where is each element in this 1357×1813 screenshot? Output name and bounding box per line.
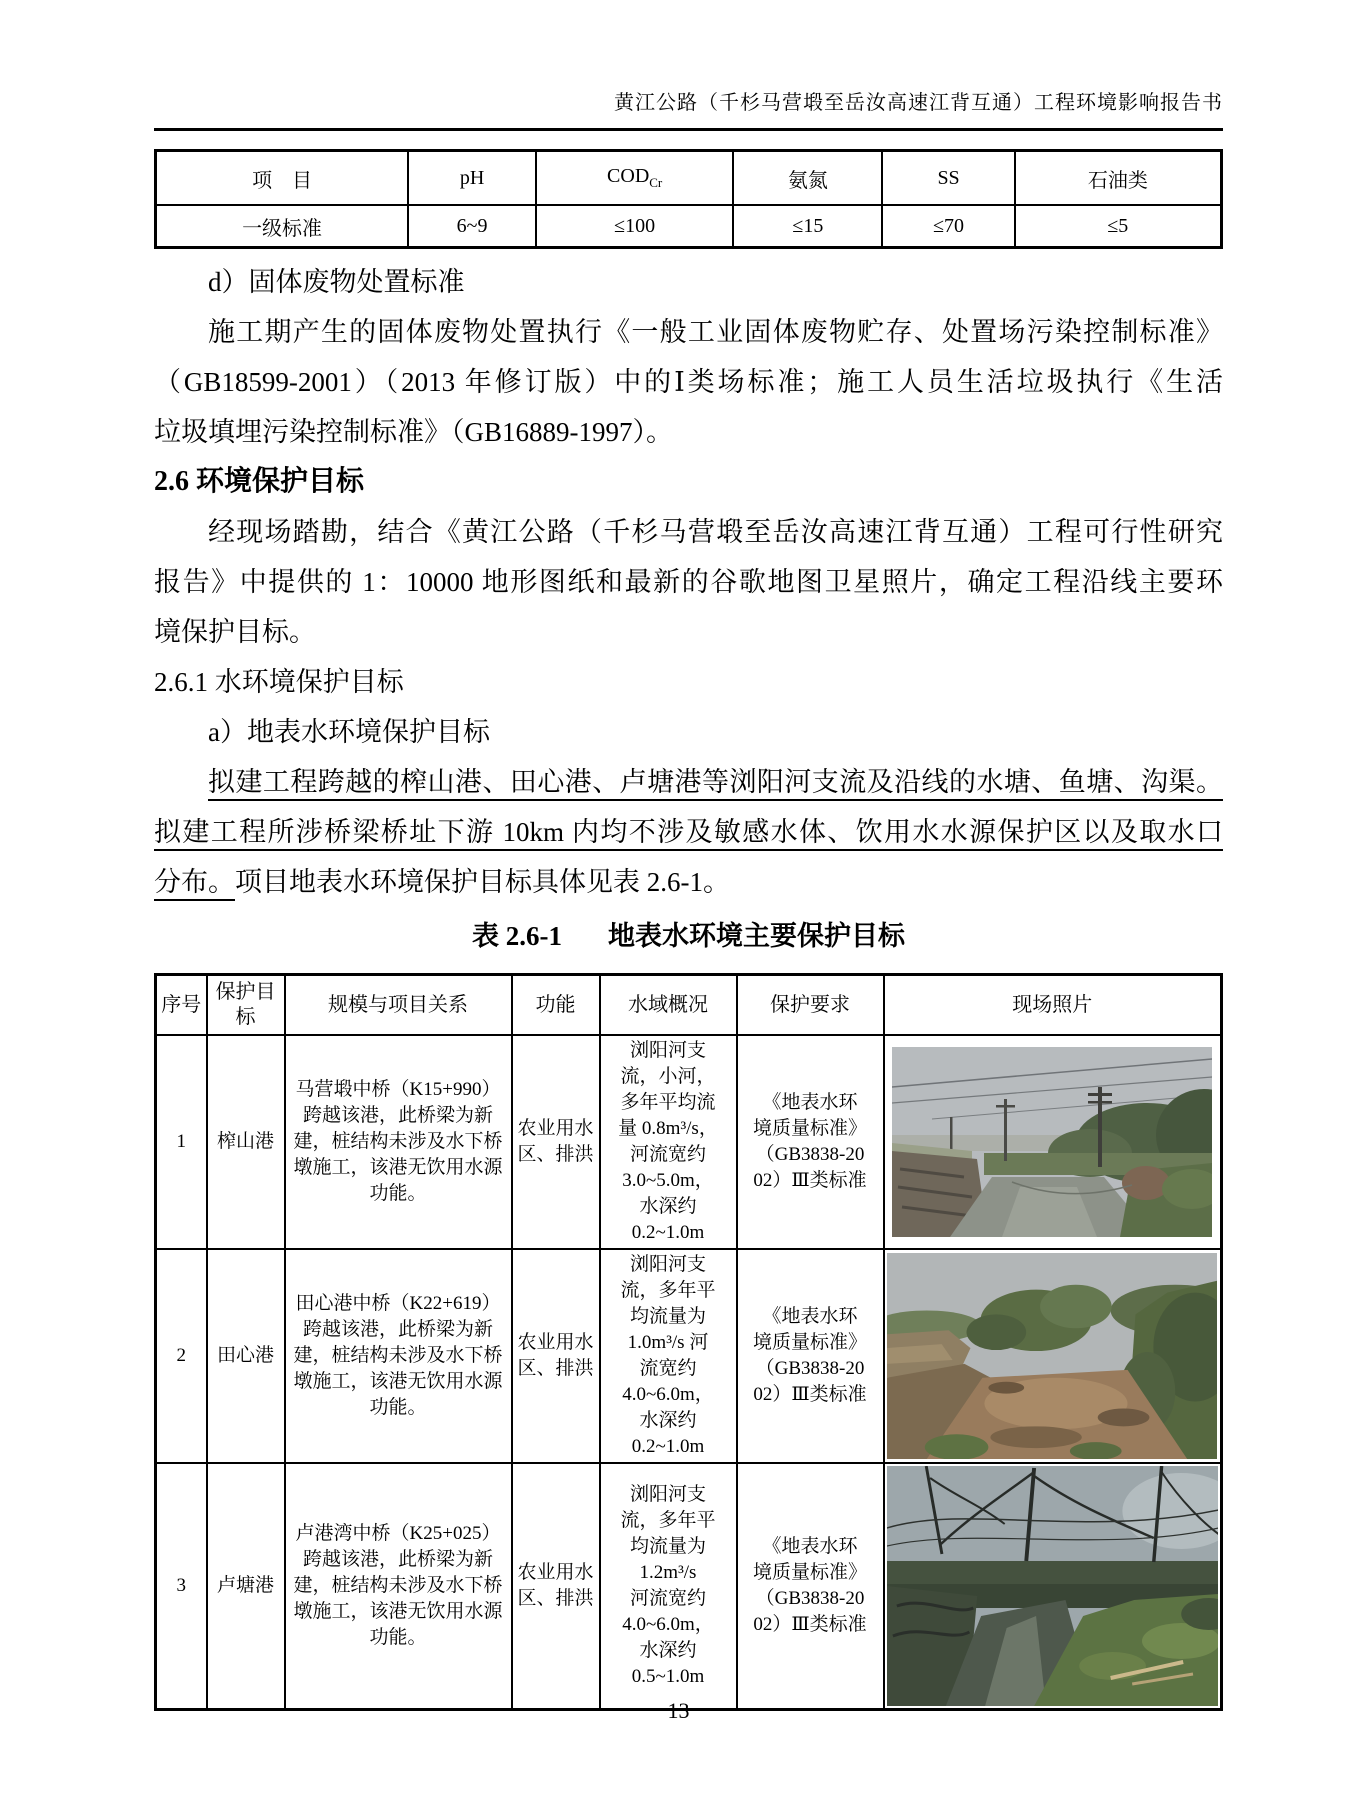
underlined-line: 拟建工程所涉桥梁桥址下游 10km 内均不涉及敏感水体、饮用水水源保护区以及取水口 bbox=[154, 817, 1223, 847]
table-header-row bbox=[156, 975, 1222, 1036]
paragraph-line: 报告》中提供的 1：10000 地形图纸和最新的谷歌地图卫星照片，确定工程沿线主要环 bbox=[154, 567, 1223, 597]
col-header-ss: SS bbox=[882, 151, 1014, 206]
overview-line: 4.0~6.0m， bbox=[622, 1384, 714, 1405]
paragraph-line: 施工期产生的固体废物处置执行《一般工业固体废物贮存、处置场污染控制标准》 bbox=[208, 317, 1223, 347]
cell-relation: 田心港中桥（K22+619）跨越该港，此桥梁为新建，桩结构未涉及水下桥墩施工，该港无饮用水源功能。 bbox=[285, 1249, 512, 1463]
cell-no: 2 bbox=[156, 1249, 207, 1463]
requirement-line: 《地表水环 bbox=[762, 1536, 858, 1557]
col-header-photo: 现场照片 bbox=[884, 975, 1222, 1036]
overview-line: 水深约 bbox=[639, 1196, 697, 1217]
col-header-ammonia: 氨氮 bbox=[733, 151, 882, 206]
cell-requirement bbox=[737, 1249, 884, 1463]
overview-line: 4.0~6.0m， bbox=[622, 1614, 714, 1635]
requirement-line: 02）Ⅲ类标准 bbox=[753, 1170, 867, 1191]
cell-function: 农业用水区、排洪 bbox=[512, 1249, 600, 1463]
col-header-overview: 水域概况 bbox=[600, 975, 737, 1036]
requirement-line: 《地表水环 bbox=[762, 1092, 858, 1113]
standards-table bbox=[154, 149, 1223, 249]
cell-overview bbox=[600, 1035, 737, 1249]
overview-line: 均流量为 bbox=[629, 1306, 706, 1327]
requirement-line: （GB3838-20 bbox=[755, 1588, 865, 1609]
caption-title: 地表水环境主要保护目标 bbox=[608, 921, 905, 951]
overview-line: 浏阳河支 bbox=[629, 1040, 706, 1061]
value-oil: ≤5 bbox=[1015, 205, 1222, 248]
overview-line: 流，多年平 bbox=[620, 1510, 716, 1531]
cell-requirement bbox=[737, 1463, 884, 1710]
cell-photo bbox=[884, 1035, 1222, 1249]
document-header-title: 黄江公路（千杉马营塅至岳汝高速江背互通）工程环境影响报告书 bbox=[614, 92, 1223, 114]
cell-overview bbox=[600, 1249, 737, 1463]
col-header-no: 序号 bbox=[156, 975, 207, 1036]
site-photo-2 bbox=[887, 1253, 1217, 1459]
cell-relation: 马营塅中桥（K15+990）跨越该港，此桥梁为新建，桩结构未涉及水下桥墩施工，该港无饮用水源功能。 bbox=[285, 1035, 512, 1249]
requirement-line: 境质量标准》 bbox=[752, 1118, 867, 1139]
page-number: 13 bbox=[667, 1698, 690, 1723]
col-header-cod bbox=[536, 151, 733, 206]
underlined-fragment: 分布。 bbox=[154, 867, 235, 897]
overview-line: 水深约 bbox=[639, 1640, 697, 1661]
heading-a-surface-water: a）地表水环境保护目标 bbox=[208, 717, 490, 747]
row-label: 一级标准 bbox=[156, 205, 409, 248]
standards-header-row bbox=[156, 151, 1222, 206]
overview-line: 水深约 bbox=[639, 1410, 697, 1431]
requirement-line: （GB3838-20 bbox=[755, 1144, 865, 1165]
value-ammonia: ≤15 bbox=[733, 205, 882, 248]
value-cod: ≤100 bbox=[536, 205, 733, 248]
underlined-line: 拟建工程跨越的榨山港、田心港、卢塘港等浏阳河支流及沿线的水塘、鱼塘、沟渠。 bbox=[208, 767, 1223, 797]
heading-2-6-1: 2.6.1 水环境保护目标 bbox=[154, 667, 404, 697]
value-ph: 6~9 bbox=[408, 205, 536, 248]
cell-function: 农业用水区、排洪 bbox=[512, 1035, 600, 1249]
overview-line: 流，多年平 bbox=[620, 1280, 716, 1301]
overview-line: 流，小河， bbox=[620, 1066, 716, 1087]
requirement-line: 境质量标准》 bbox=[752, 1332, 867, 1353]
table-row bbox=[156, 1035, 1222, 1249]
overview-line: 河流宽约 bbox=[629, 1144, 706, 1165]
overview-line: 0.2~1.0m bbox=[631, 1436, 705, 1457]
overview-line: 多年平均流 bbox=[620, 1092, 716, 1113]
plain-fragment: 项目地表水环境保护目标具体见表 2.6-1。 bbox=[235, 867, 730, 897]
cell-photo bbox=[884, 1463, 1222, 1710]
col-header-oil: 石油类 bbox=[1015, 151, 1222, 206]
site-photo-1 bbox=[892, 1047, 1212, 1237]
cell-no: 3 bbox=[156, 1463, 207, 1710]
overview-line: 河流宽约 bbox=[629, 1588, 706, 1609]
heading-d-solid-waste: d）固体废物处置标准 bbox=[208, 267, 465, 297]
overview-line: 浏阳河支 bbox=[629, 1484, 706, 1505]
requirement-line: 02）Ⅲ类标准 bbox=[753, 1614, 867, 1635]
requirement-line: （GB3838-20 bbox=[755, 1358, 865, 1379]
table-2-6-1-caption bbox=[154, 911, 1223, 961]
header-rule bbox=[154, 128, 1223, 131]
cell-target: 田心港 bbox=[207, 1249, 285, 1463]
overview-line: 均流量为 bbox=[629, 1536, 706, 1557]
cell-overview bbox=[600, 1463, 737, 1710]
overview-line: 0.2~1.0m bbox=[631, 1222, 705, 1243]
overview-line: 1.2m³/s bbox=[639, 1562, 697, 1583]
page-content bbox=[154, 0, 1223, 1711]
col-header-requirement: 保护要求 bbox=[737, 975, 884, 1036]
heading-2-6: 2.6 环境保护目标 bbox=[154, 466, 365, 497]
cod-subscript: Cr bbox=[649, 175, 663, 190]
col-header-function: 功能 bbox=[512, 975, 600, 1036]
paragraph-line: 垃圾填埋污染控制标准》（GB16889-1997）。 bbox=[154, 417, 673, 447]
cell-relation: 卢港湾中桥（K25+025）跨越该港，此桥梁为新建，桩结构未涉及水下桥墩施工，该港无饮用水源功能。 bbox=[285, 1463, 512, 1710]
paragraph-line: 境保护目标。 bbox=[154, 617, 316, 647]
overview-line: 0.5~1.0m bbox=[631, 1666, 705, 1687]
value-ss: ≤70 bbox=[882, 205, 1014, 248]
cell-requirement bbox=[737, 1035, 884, 1249]
col-header-target: 保护目标 bbox=[207, 975, 285, 1036]
col-header-relation: 规模与项目关系 bbox=[285, 975, 512, 1036]
cell-no: 1 bbox=[156, 1035, 207, 1249]
cell-function: 农业用水区、排洪 bbox=[512, 1463, 600, 1710]
site-photo-3 bbox=[887, 1466, 1219, 1706]
col-header-item: 项 目 bbox=[156, 151, 409, 206]
requirement-line: 《地表水环 bbox=[762, 1306, 858, 1327]
standards-value-row bbox=[156, 205, 1222, 248]
protection-targets-table bbox=[154, 973, 1223, 1711]
requirement-line: 境质量标准》 bbox=[752, 1562, 867, 1583]
table-row bbox=[156, 1463, 1222, 1710]
rural-stream-photo bbox=[892, 1047, 1212, 1237]
cell-target: 卢塘港 bbox=[207, 1463, 285, 1710]
mixed-line bbox=[154, 857, 1223, 907]
overview-line: 量 0.8m³/s， bbox=[618, 1118, 718, 1139]
paragraph-line: （GB18599-2001）（2013 年修订版）中的Ⅰ类场标准；施工人员生活垃圾执行《生活 bbox=[154, 367, 1223, 397]
cell-target: 榨山港 bbox=[207, 1035, 285, 1249]
caption-label: 表 2.6-1 bbox=[472, 921, 562, 951]
muddy-river-photo bbox=[887, 1253, 1217, 1459]
col-header-ph: pH bbox=[408, 151, 536, 206]
dark-creek-photo bbox=[887, 1466, 1219, 1706]
cell-photo bbox=[884, 1249, 1222, 1463]
cod-main: COD bbox=[607, 165, 650, 187]
overview-line: 3.0~5.0m， bbox=[622, 1170, 714, 1191]
paragraph-line: 经现场踏勘，结合《黄江公路（千杉马营塅至岳汝高速江背互通）工程可行性研究 bbox=[208, 517, 1223, 547]
overview-line: 浏阳河支 bbox=[629, 1254, 706, 1275]
overview-line: 1.0m³/s 河 bbox=[627, 1332, 709, 1353]
requirement-line: 02）Ⅲ类标准 bbox=[753, 1384, 867, 1405]
table-row bbox=[156, 1249, 1222, 1463]
overview-line: 流宽约 bbox=[639, 1358, 697, 1379]
